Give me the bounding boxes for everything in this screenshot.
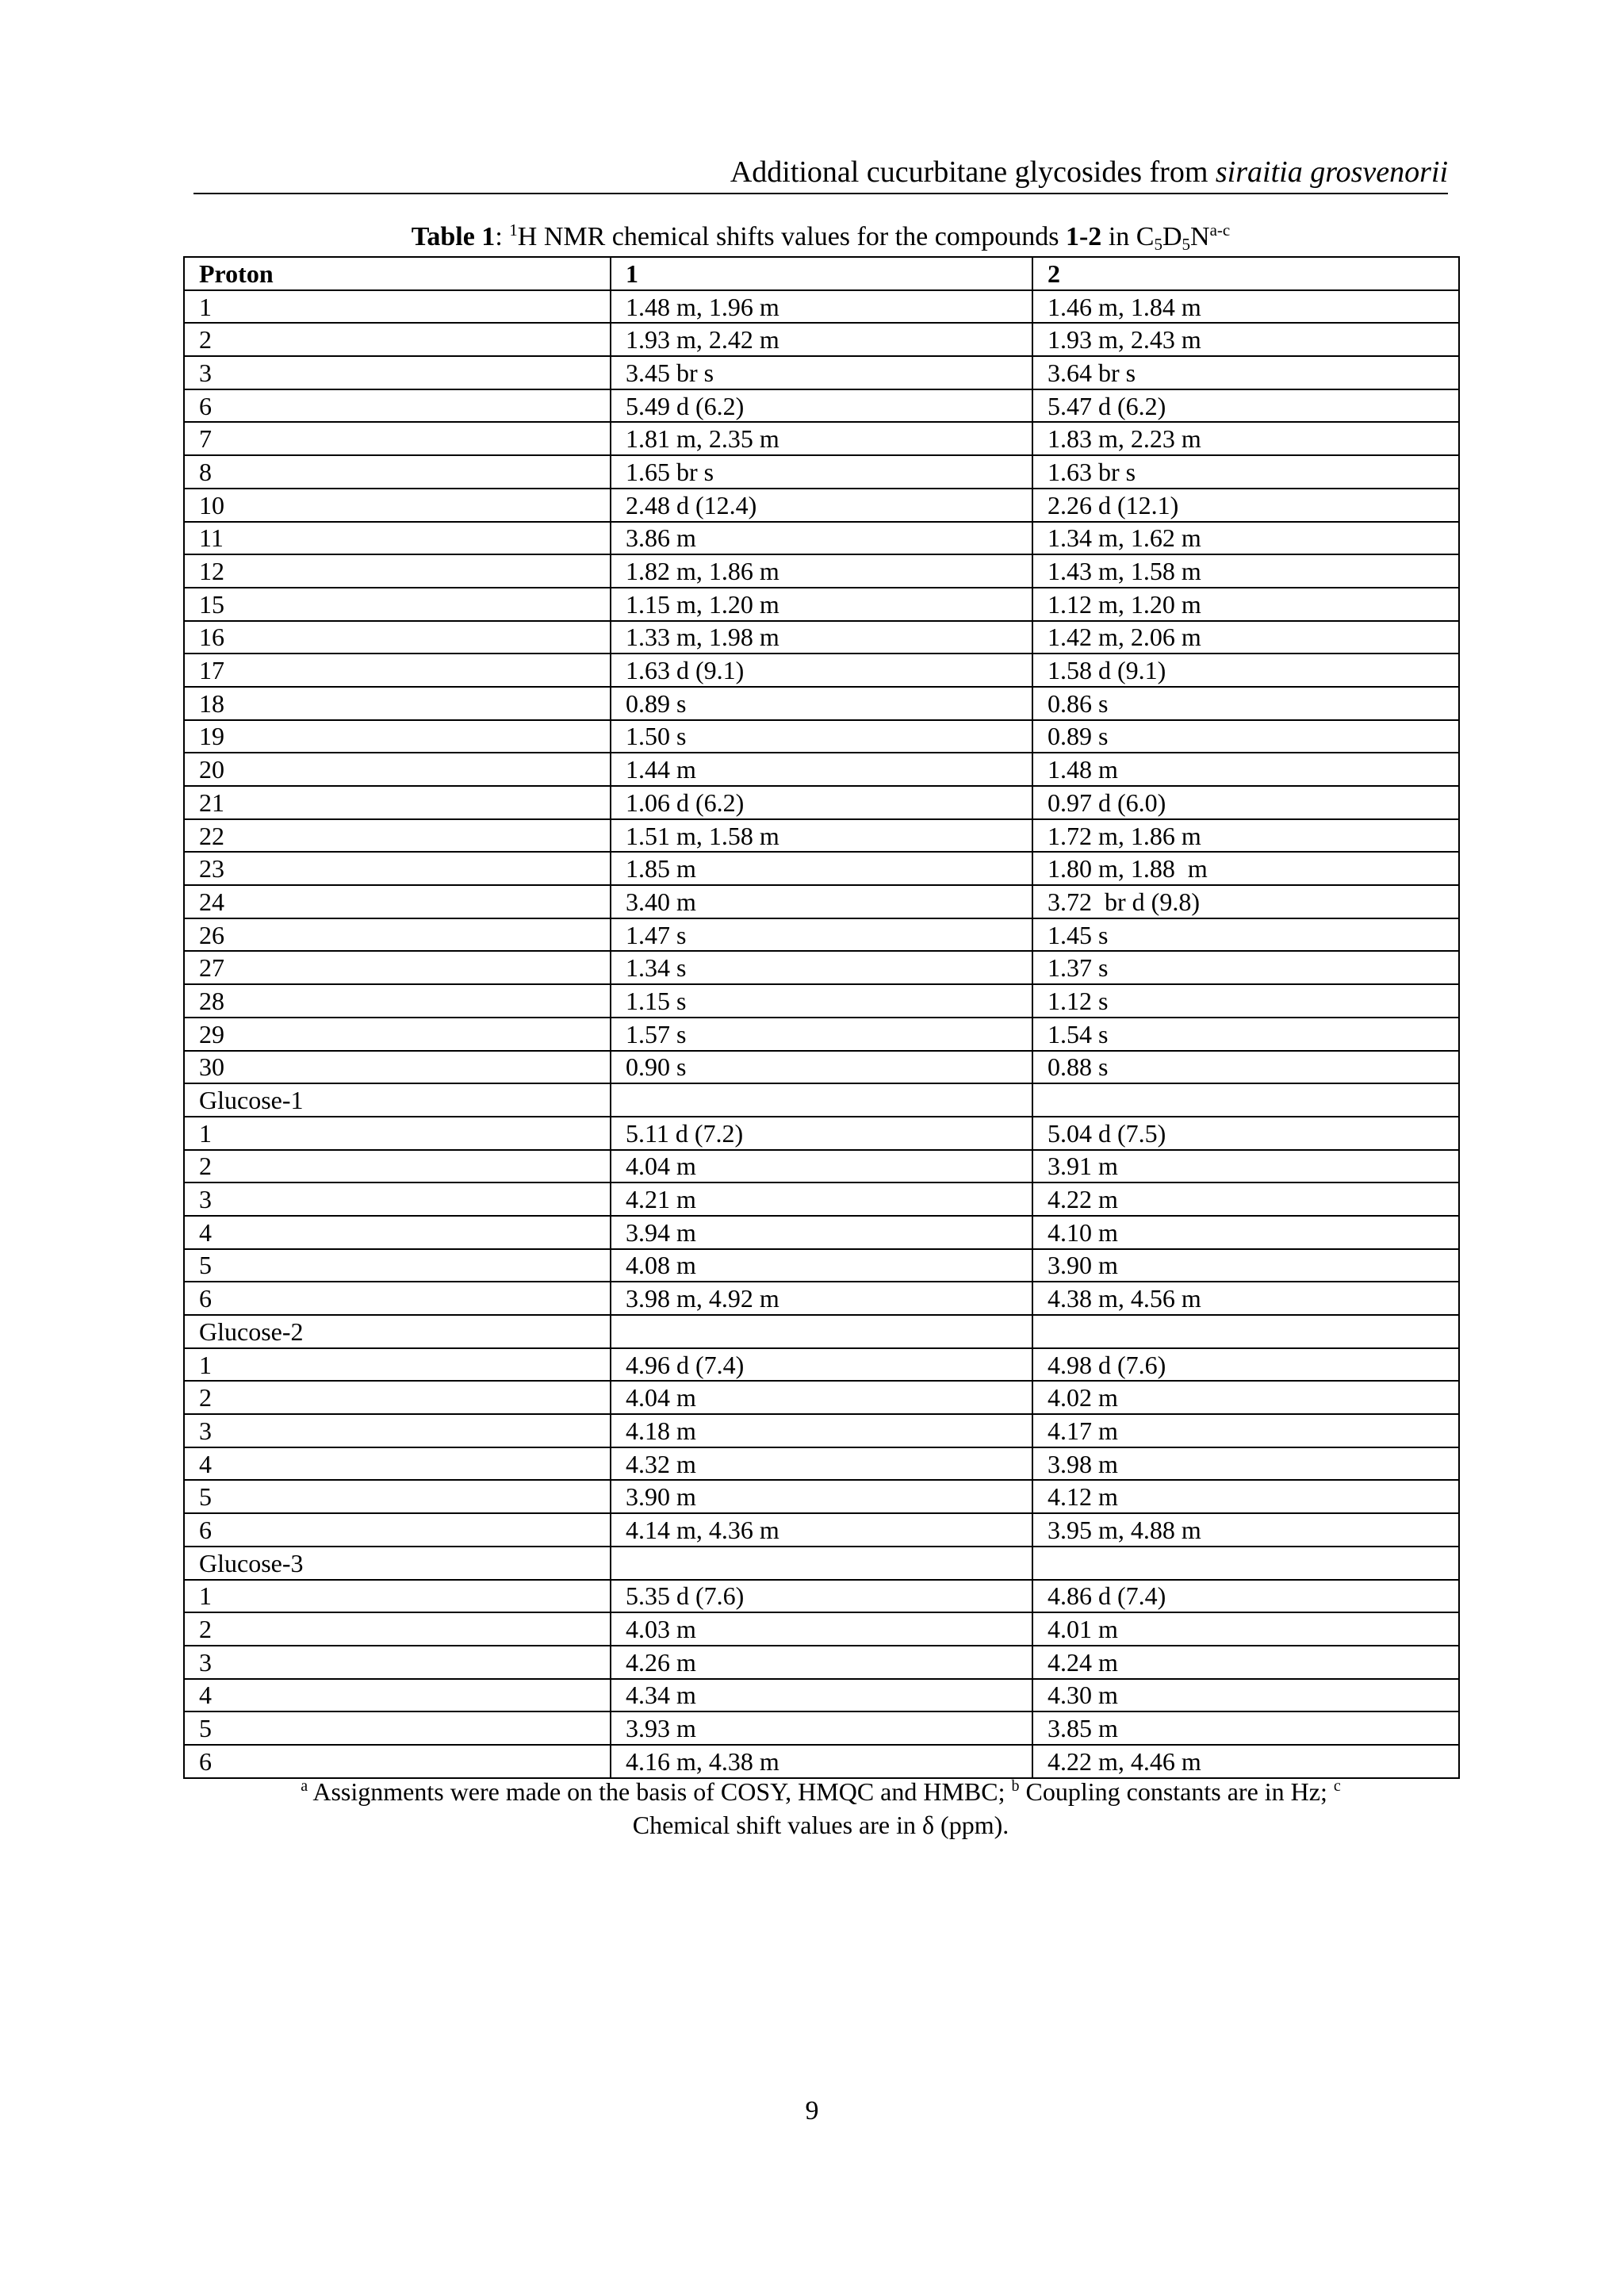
caption-n: N [1190, 222, 1210, 251]
table-row [184, 1018, 1459, 1051]
cell-compound-1: 5.35 d (7.6) [611, 1580, 1032, 1613]
cell-compound-1: 4.08 m [611, 1249, 1032, 1282]
table-row [184, 654, 1459, 687]
table-row [184, 1315, 1459, 1348]
cell-compound-1: 4.96 d (7.4) [611, 1348, 1032, 1382]
table-row [184, 489, 1459, 522]
table-header-row [184, 257, 1459, 290]
cell-proton: 26 [184, 918, 611, 952]
cell-proton: 6 [184, 1745, 611, 1778]
table-body [184, 290, 1459, 1778]
caption-sub-5a: 5 [1154, 235, 1162, 254]
cell-compound-2: 1.12 m, 1.20 m [1032, 588, 1459, 621]
caption-compounds: 1-2 [1065, 222, 1102, 251]
table-row [184, 1745, 1459, 1778]
cell-proton: 21 [184, 786, 611, 819]
table-row [184, 1679, 1459, 1712]
table-row [184, 1547, 1459, 1580]
cell-compound-1: 0.90 s [611, 1051, 1032, 1084]
cell-compound-2: 0.89 s [1032, 720, 1459, 753]
footnote-text-b: Coupling constants are in Hz; [1019, 1777, 1334, 1806]
header-rule [193, 193, 1448, 194]
cell-compound-1: 3.45 br s [611, 356, 1032, 389]
cell-compound-1: 5.49 d (6.2) [611, 389, 1032, 423]
cell-compound-2: 0.88 s [1032, 1051, 1459, 1084]
cell-compound-1: 4.04 m [611, 1381, 1032, 1414]
cell-compound-2: 1.80 m, 1.88 m [1032, 852, 1459, 885]
cell-proton: 30 [184, 1051, 611, 1084]
caption-colon: : [495, 222, 510, 251]
cell-proton: 5 [184, 1711, 611, 1745]
table-row [184, 852, 1459, 885]
table-row [184, 1117, 1459, 1150]
cell-compound-2: 1.37 s [1032, 951, 1459, 984]
cell-proton: 22 [184, 819, 611, 853]
table-row [184, 422, 1459, 455]
table-row [184, 1249, 1459, 1282]
cell-compound-2: 3.64 br s [1032, 356, 1459, 389]
table-row [184, 1150, 1459, 1183]
cell-proton: Glucose-3 [184, 1547, 611, 1580]
cell-compound-1: 1.50 s [611, 720, 1032, 753]
cell-compound-2: 4.30 m [1032, 1679, 1459, 1712]
cell-proton: 16 [184, 621, 611, 654]
cell-compound-1: 1.34 s [611, 951, 1032, 984]
footnote-sup-b: b [1011, 1777, 1020, 1795]
footnote-sup-c: c [1333, 1777, 1341, 1795]
cell-proton: 18 [184, 687, 611, 720]
table-row [184, 1513, 1459, 1547]
table-row [184, 1646, 1459, 1679]
cell-proton: 23 [184, 852, 611, 885]
cell-proton: 2 [184, 1150, 611, 1183]
cell-compound-2: 1.48 m [1032, 753, 1459, 786]
cell-proton: 20 [184, 753, 611, 786]
cell-compound-1: 3.98 m, 4.92 m [611, 1282, 1032, 1315]
cell-proton: 10 [184, 489, 611, 522]
cell-compound-1: 0.89 s [611, 687, 1032, 720]
cell-compound-1: 1.81 m, 2.35 m [611, 422, 1032, 455]
cell-proton: 4 [184, 1216, 611, 1249]
cell-compound-1: 4.18 m [611, 1414, 1032, 1447]
cell-proton: 2 [184, 323, 611, 356]
cell-compound-1: 1.63 d (9.1) [611, 654, 1032, 687]
table-row [184, 522, 1459, 555]
cell-compound-1: 1.57 s [611, 1018, 1032, 1051]
table-row [184, 356, 1459, 389]
cell-proton: 3 [184, 1182, 611, 1216]
cell-compound-1: 4.16 m, 4.38 m [611, 1745, 1032, 1778]
running-header-species: siraitia grosvenorii [1215, 155, 1448, 189]
table-row [184, 1480, 1459, 1513]
cell-compound-2: 3.98 m [1032, 1447, 1459, 1481]
cell-compound-1 [611, 1315, 1032, 1348]
table-row [184, 290, 1459, 324]
cell-compound-1: 1.93 m, 2.42 m [611, 323, 1032, 356]
cell-proton: 2 [184, 1381, 611, 1414]
page-number: 9 [805, 2096, 819, 2125]
cell-proton: 28 [184, 984, 611, 1018]
cell-compound-1: 5.11 d (7.2) [611, 1117, 1032, 1150]
cell-compound-1: 4.14 m, 4.36 m [611, 1513, 1032, 1547]
table-row [184, 1182, 1459, 1216]
cell-compound-2: 5.47 d (6.2) [1032, 389, 1459, 423]
table-row [184, 885, 1459, 918]
table-row [184, 786, 1459, 819]
cell-proton: 4 [184, 1447, 611, 1481]
table-row [184, 918, 1459, 952]
cell-proton: 3 [184, 1646, 611, 1679]
cell-compound-1 [611, 1547, 1032, 1580]
cell-proton: 29 [184, 1018, 611, 1051]
table-label: Table 1 [411, 222, 496, 251]
cell-compound-2: 1.34 m, 1.62 m [1032, 522, 1459, 555]
cell-compound-2: 1.54 s [1032, 1018, 1459, 1051]
cell-compound-2: 4.12 m [1032, 1480, 1459, 1513]
cell-compound-2: 1.42 m, 2.06 m [1032, 621, 1459, 654]
table-row [184, 389, 1459, 423]
running-header [193, 151, 1448, 194]
table-row [184, 1580, 1459, 1613]
cell-compound-2: 5.04 d (7.5) [1032, 1117, 1459, 1150]
cell-compound-2: 4.01 m [1032, 1612, 1459, 1646]
cell-proton: 19 [184, 720, 611, 753]
cell-proton: 12 [184, 554, 611, 588]
cell-compound-1: 1.82 m, 1.86 m [611, 554, 1032, 588]
cell-compound-2: 4.98 d (7.6) [1032, 1348, 1459, 1382]
caption-sub-5b: 5 [1182, 235, 1190, 254]
cell-compound-2: 1.63 br s [1032, 455, 1459, 489]
cell-compound-2: 1.72 m, 1.86 m [1032, 819, 1459, 853]
cell-compound-1: 2.48 d (12.4) [611, 489, 1032, 522]
cell-compound-2: 1.45 s [1032, 918, 1459, 952]
cell-compound-1: 1.47 s [611, 918, 1032, 952]
cell-compound-2: 0.97 d (6.0) [1032, 786, 1459, 819]
cell-compound-1: 1.48 m, 1.96 m [611, 290, 1032, 324]
footnote-text-a: Assignments were made on the basis of COSY, HMQC and HMBC; [308, 1777, 1012, 1806]
cell-compound-2: 1.46 m, 1.84 m [1032, 290, 1459, 324]
cell-compound-1: 3.90 m [611, 1480, 1032, 1513]
cell-compound-2: 4.10 m [1032, 1216, 1459, 1249]
caption-text-1: H NMR chemical shifts values for the compounds [517, 222, 1066, 251]
cell-compound-1: 1.06 d (6.2) [611, 786, 1032, 819]
table-row [184, 1216, 1459, 1249]
table-row [184, 621, 1459, 654]
cell-proton: 6 [184, 389, 611, 423]
cell-proton: 15 [184, 588, 611, 621]
table-row [184, 1414, 1459, 1447]
cell-compound-1: 4.26 m [611, 1646, 1032, 1679]
cell-proton: 11 [184, 522, 611, 555]
caption-text-2: in C [1101, 222, 1155, 251]
cell-compound-2: 1.43 m, 1.58 m [1032, 554, 1459, 588]
cell-compound-2: 1.58 d (9.1) [1032, 654, 1459, 687]
cell-proton: 4 [184, 1679, 611, 1712]
table-row [184, 1381, 1459, 1414]
cell-proton: Glucose-2 [184, 1315, 611, 1348]
cell-compound-2: 4.38 m, 4.56 m [1032, 1282, 1459, 1315]
table-row [184, 720, 1459, 753]
table-row [184, 455, 1459, 489]
cell-proton: 6 [184, 1513, 611, 1547]
caption-sup-1: 1 [509, 220, 518, 240]
cell-compound-2: 3.91 m [1032, 1150, 1459, 1183]
table-row [184, 323, 1459, 356]
cell-proton: 1 [184, 1348, 611, 1382]
table-row [184, 554, 1459, 588]
footnote-line-2: Chemical shift values are in δ (ppm). [632, 1811, 1009, 1839]
header-compound-1: 1 [611, 257, 1032, 290]
running-header-text: Additional cucurbitane glycosides from [730, 155, 1216, 189]
footnote-sup-a: a [301, 1777, 308, 1795]
cell-proton: 27 [184, 951, 611, 984]
cell-compound-2: 3.85 m [1032, 1711, 1459, 1745]
caption-sup-ac: a-c [1209, 220, 1231, 240]
cell-compound-2: 4.02 m [1032, 1381, 1459, 1414]
cell-compound-2 [1032, 1315, 1459, 1348]
cell-proton: 5 [184, 1480, 611, 1513]
table-row [184, 1612, 1459, 1646]
cell-compound-2: 4.24 m [1032, 1646, 1459, 1679]
table-footnote [183, 1775, 1458, 1842]
table-row [184, 753, 1459, 786]
cell-proton: Glucose-1 [184, 1083, 611, 1117]
cell-compound-1: 3.94 m [611, 1216, 1032, 1249]
table-caption [183, 220, 1458, 255]
cell-compound-2: 3.95 m, 4.88 m [1032, 1513, 1459, 1547]
cell-compound-2: 1.83 m, 2.23 m [1032, 422, 1459, 455]
cell-proton: 1 [184, 290, 611, 324]
table-row [184, 1711, 1459, 1745]
cell-compound-1: 4.21 m [611, 1182, 1032, 1216]
cell-proton: 17 [184, 654, 611, 687]
table-row [184, 1051, 1459, 1084]
cell-proton: 7 [184, 422, 611, 455]
cell-compound-1: 4.03 m [611, 1612, 1032, 1646]
cell-compound-1: 4.34 m [611, 1679, 1032, 1712]
cell-compound-1: 1.33 m, 1.98 m [611, 621, 1032, 654]
cell-compound-2: 1.93 m, 2.43 m [1032, 323, 1459, 356]
cell-compound-1: 4.04 m [611, 1150, 1032, 1183]
cell-compound-2: 4.22 m, 4.46 m [1032, 1745, 1459, 1778]
cell-proton: 3 [184, 356, 611, 389]
cell-compound-1: 1.85 m [611, 852, 1032, 885]
cell-proton: 3 [184, 1414, 611, 1447]
header-compound-2: 2 [1032, 257, 1459, 290]
table-row [184, 1083, 1459, 1117]
cell-compound-2 [1032, 1083, 1459, 1117]
cell-proton: 1 [184, 1117, 611, 1150]
table-row [184, 588, 1459, 621]
cell-proton: 8 [184, 455, 611, 489]
table-row [184, 951, 1459, 984]
cell-proton: 5 [184, 1249, 611, 1282]
header-proton: Proton [184, 257, 611, 290]
cell-compound-1: 1.15 m, 1.20 m [611, 588, 1032, 621]
table-row [184, 1348, 1459, 1382]
cell-proton: 24 [184, 885, 611, 918]
cell-compound-1: 1.15 s [611, 984, 1032, 1018]
cell-proton: 2 [184, 1612, 611, 1646]
cell-compound-2: 3.72 br d (9.8) [1032, 885, 1459, 918]
cell-compound-2: 3.90 m [1032, 1249, 1459, 1282]
table-row [184, 687, 1459, 720]
cell-proton: 6 [184, 1282, 611, 1315]
cell-compound-2: 4.17 m [1032, 1414, 1459, 1447]
cell-compound-2 [1032, 1547, 1459, 1580]
cell-proton: 1 [184, 1580, 611, 1613]
cell-compound-1: 1.65 br s [611, 455, 1032, 489]
cell-compound-2: 1.12 s [1032, 984, 1459, 1018]
cell-compound-1: 4.32 m [611, 1447, 1032, 1481]
cell-compound-2: 0.86 s [1032, 687, 1459, 720]
cell-compound-2: 4.22 m [1032, 1182, 1459, 1216]
table-row [184, 1282, 1459, 1315]
cell-compound-1: 1.44 m [611, 753, 1032, 786]
caption-d: D [1162, 222, 1182, 251]
cell-compound-1: 3.86 m [611, 522, 1032, 555]
cell-compound-1: 1.51 m, 1.58 m [611, 819, 1032, 853]
table-row [184, 1447, 1459, 1481]
table-row [184, 819, 1459, 853]
cell-compound-1: 3.93 m [611, 1711, 1032, 1745]
cell-compound-2: 4.86 d (7.4) [1032, 1580, 1459, 1613]
cell-compound-1 [611, 1083, 1032, 1117]
nmr-table [183, 256, 1460, 1779]
cell-compound-2: 2.26 d (12.1) [1032, 489, 1459, 522]
cell-compound-1: 3.40 m [611, 885, 1032, 918]
footnote-line-1 [183, 1775, 1458, 1808]
table-row [184, 984, 1459, 1018]
